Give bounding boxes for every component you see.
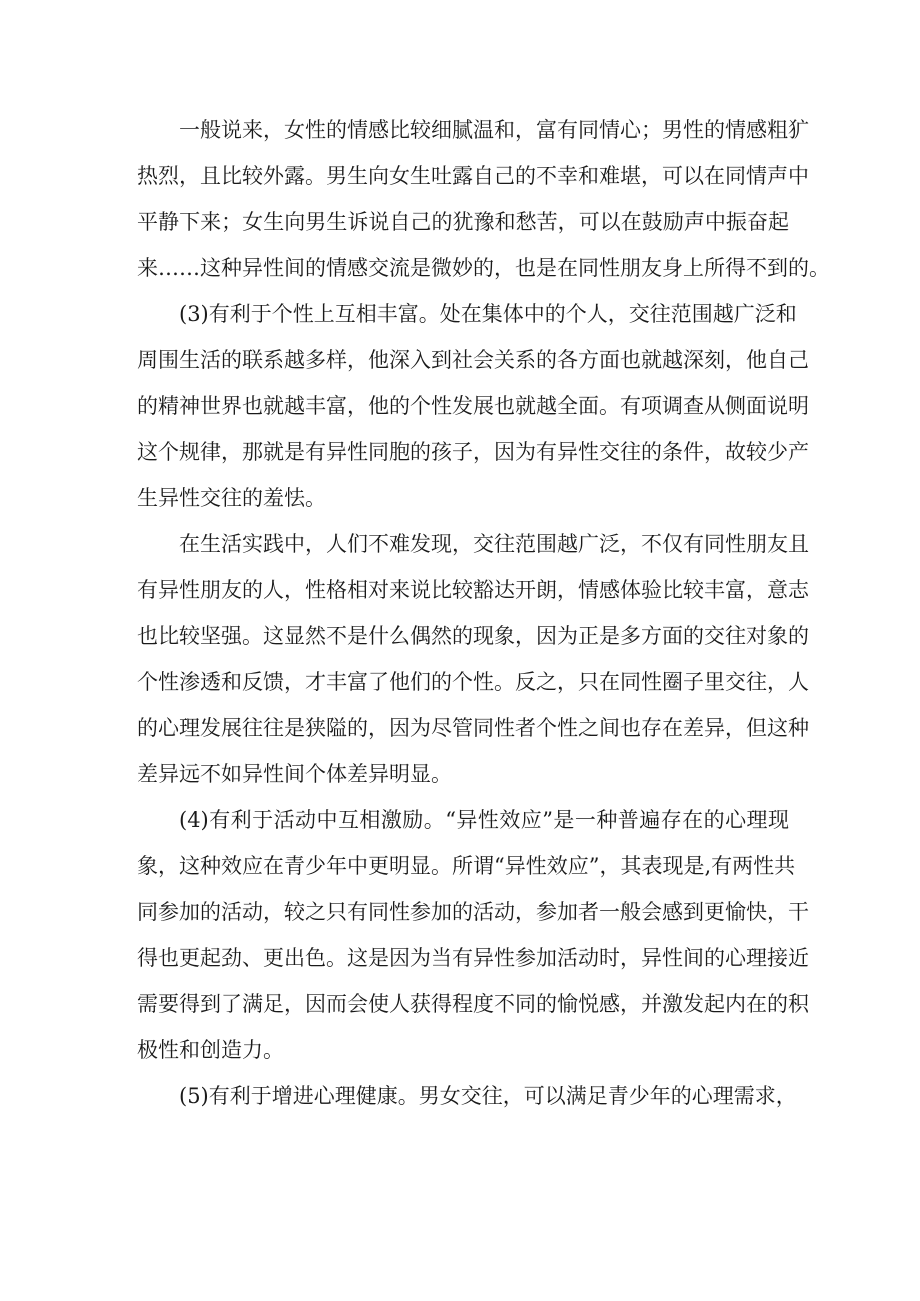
text-line: 热烈，且比较外露。男生向女生吐露自己的不幸和难堪，可以在同情声中: [137, 164, 809, 188]
paragraph-4: [137, 803, 809, 1079]
body-text: [137, 113, 830, 1125]
text-line: 在生活实践中，人们不难发现，交往范围越广泛，不仅有同性朋友且: [179, 532, 809, 556]
text-line: 需要得到了满足，因而会使人获得程度不同的愉悦感，并激发起内在的积: [137, 992, 809, 1016]
text-line: 周围生活的联系越多样，他深入到社会关系的各方面也就越深刻，他自己: [137, 348, 809, 372]
text-line: (3)有利于个性上互相丰富。处在集体中的个人，交往范围越广泛和: [179, 302, 797, 326]
text-line: 的心理发展往往是狭隘的，因为尽管同性者个性之间也存在差异，但这种: [137, 716, 809, 740]
text-line: 生异性交往的羞怯。: [137, 486, 326, 510]
paragraph-1: [137, 113, 830, 297]
text-line: 的精神世界也就越丰富，他的个性发展也就越全面。有项调查从侧面说明: [137, 394, 809, 418]
paragraph-2: [137, 297, 809, 527]
text-line: 这个规律，那就是有异性同胞的孩子，因为有异性交往的条件，故较少产: [137, 440, 809, 464]
text-line: 也比较坚强。这显然不是什么偶然的现象，因为正是多方面的交往对象的: [137, 624, 809, 648]
text-line: 极性和创造力。: [137, 1038, 284, 1062]
text-line: 个性渗透和反馈，才丰富了他们的个性。反之，只在同性圈子里交往，人: [137, 670, 809, 694]
paragraph-5: [137, 1079, 797, 1125]
text-line: 平静下来；女生向男生诉说自己的犹豫和愁苦，可以在鼓励声中振奋起: [137, 210, 789, 234]
text-line: (5)有利于增进心理健康。男女交往，可以满足青少年的心理需求，: [179, 1084, 797, 1108]
text-line: 同参加的活动，较之只有同性参加的活动，参加者一般会感到更愉快，干: [137, 900, 809, 924]
text-line: 差异远不如异性间个体差异明显。: [137, 762, 452, 786]
text-line: (4)有利于活动中互相激励。“异性效应”是一种普遍存在的心理现: [179, 808, 789, 832]
paragraph-3: [137, 527, 809, 803]
text-line: 象，这种效应在青少年中更明显。所谓“异性效应”，其表现是,有两性共: [137, 854, 796, 878]
text-line: 来……这种异性间的情感交流是微妙的，也是在同性朋友身上所得不到的。: [137, 256, 830, 280]
text-line: 得也更起劲、更出色。这是因为当有异性参加活动时，异性间的心理接近: [137, 946, 809, 970]
text-line: 一般说来，女性的情感比较细腻温和，富有同情心；男性的情感粗犷: [179, 118, 809, 142]
text-line: 有异性朋友的人，性格相对来说比较豁达开朗，情感体验比较丰富，意志: [137, 578, 809, 602]
